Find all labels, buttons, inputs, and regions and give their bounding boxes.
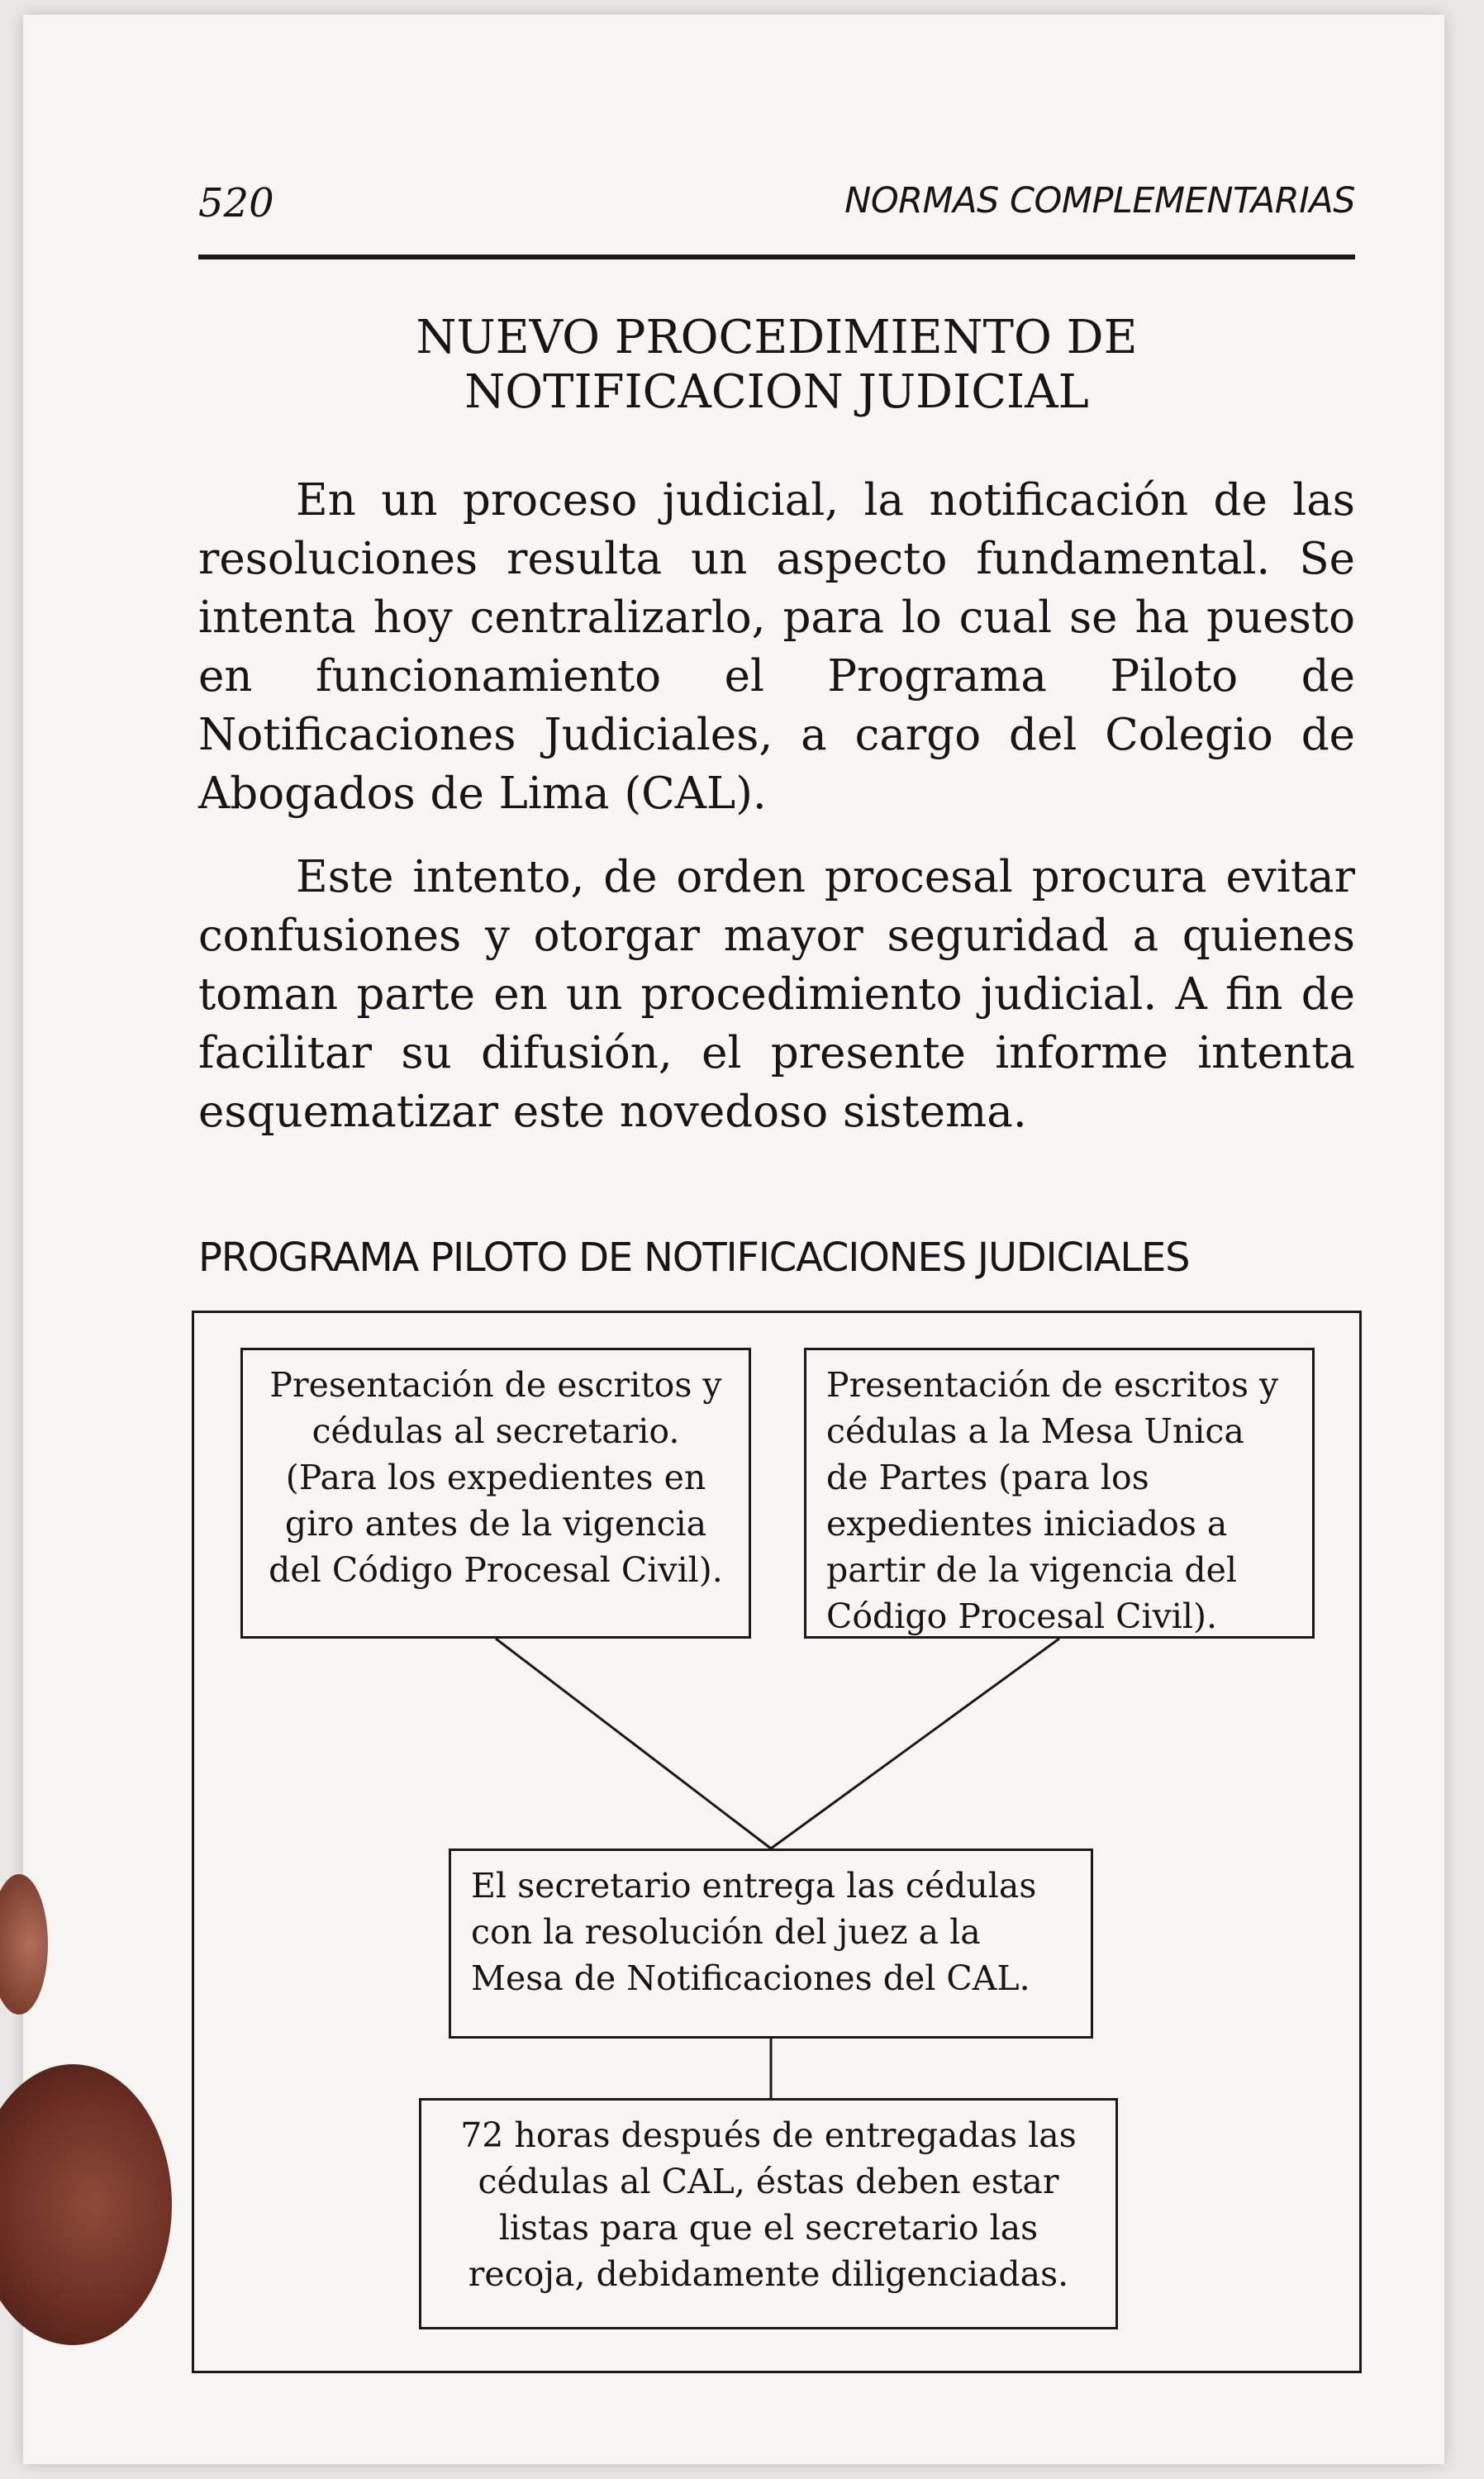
flowchart-title: PROGRAMA PILOTO DE NOTIFICACIONES JUDICIALES [198, 1235, 1190, 1281]
flowchart-box-72-hours: 72 horas después de entregadas las cédulas al CAL, éstas deben estar listas para que el secretario las recoja, debidamente diligenciadas. [419, 2098, 1118, 2329]
flowchart-frame [192, 1311, 1362, 2373]
running-head: NORMAS COMPLEMENTARIAS [844, 180, 1355, 221]
finger-tip [0, 1874, 48, 2015]
paragraph-1: En un proceso judicial, la notificación de las resoluciones resulta un aspecto fundamental. Se intenta hoy centralizarlo, para lo cual se ha puesto en funcionamiento el Programa Piloto de Notificaciones Judiciales, a cargo del Colegio de Abogados de Lima (CAL). [198, 475, 1355, 819]
paragraph-2: Este intento, de orden procesal procura evitar confusiones y otorgar mayor seguridad a quienes toman parte en un procedimiento judicial. A fin de facilitar su difusión, el presente informe intenta esquematizar este novedoso sistema. [198, 852, 1355, 1137]
connector-right [771, 1639, 1059, 1849]
article-title-line-1: NUEVO PROCEDIMIENTO DE [416, 311, 1138, 364]
flowchart-box-secretary-delivers: El secretario entrega las cédulas con la resolución del juez a la Mesa de Notificaciones del CAL. [449, 1849, 1093, 2039]
page-header [198, 180, 1355, 259]
book-page [23, 15, 1444, 2464]
article-title-line-2: NOTIFICACION JUDICIAL [464, 365, 1089, 419]
thumb [0, 2064, 172, 2345]
page-number: 520 [198, 180, 274, 226]
article-title [198, 311, 1355, 420]
flowchart-box-mesa-unica-submission: Presentación de escritos y cédulas a la Mesa Unica de Partes (para los expedientes iniciados a partir de la vigencia del Código Procesal Civil). [804, 1348, 1315, 1639]
flowchart-box-secretary-submission: Presentación de escritos y cédulas al secretario. (Para los expedientes en giro antes de la vigencia del Código Procesal Civil). [240, 1348, 751, 1639]
connector-left [496, 1639, 771, 1849]
